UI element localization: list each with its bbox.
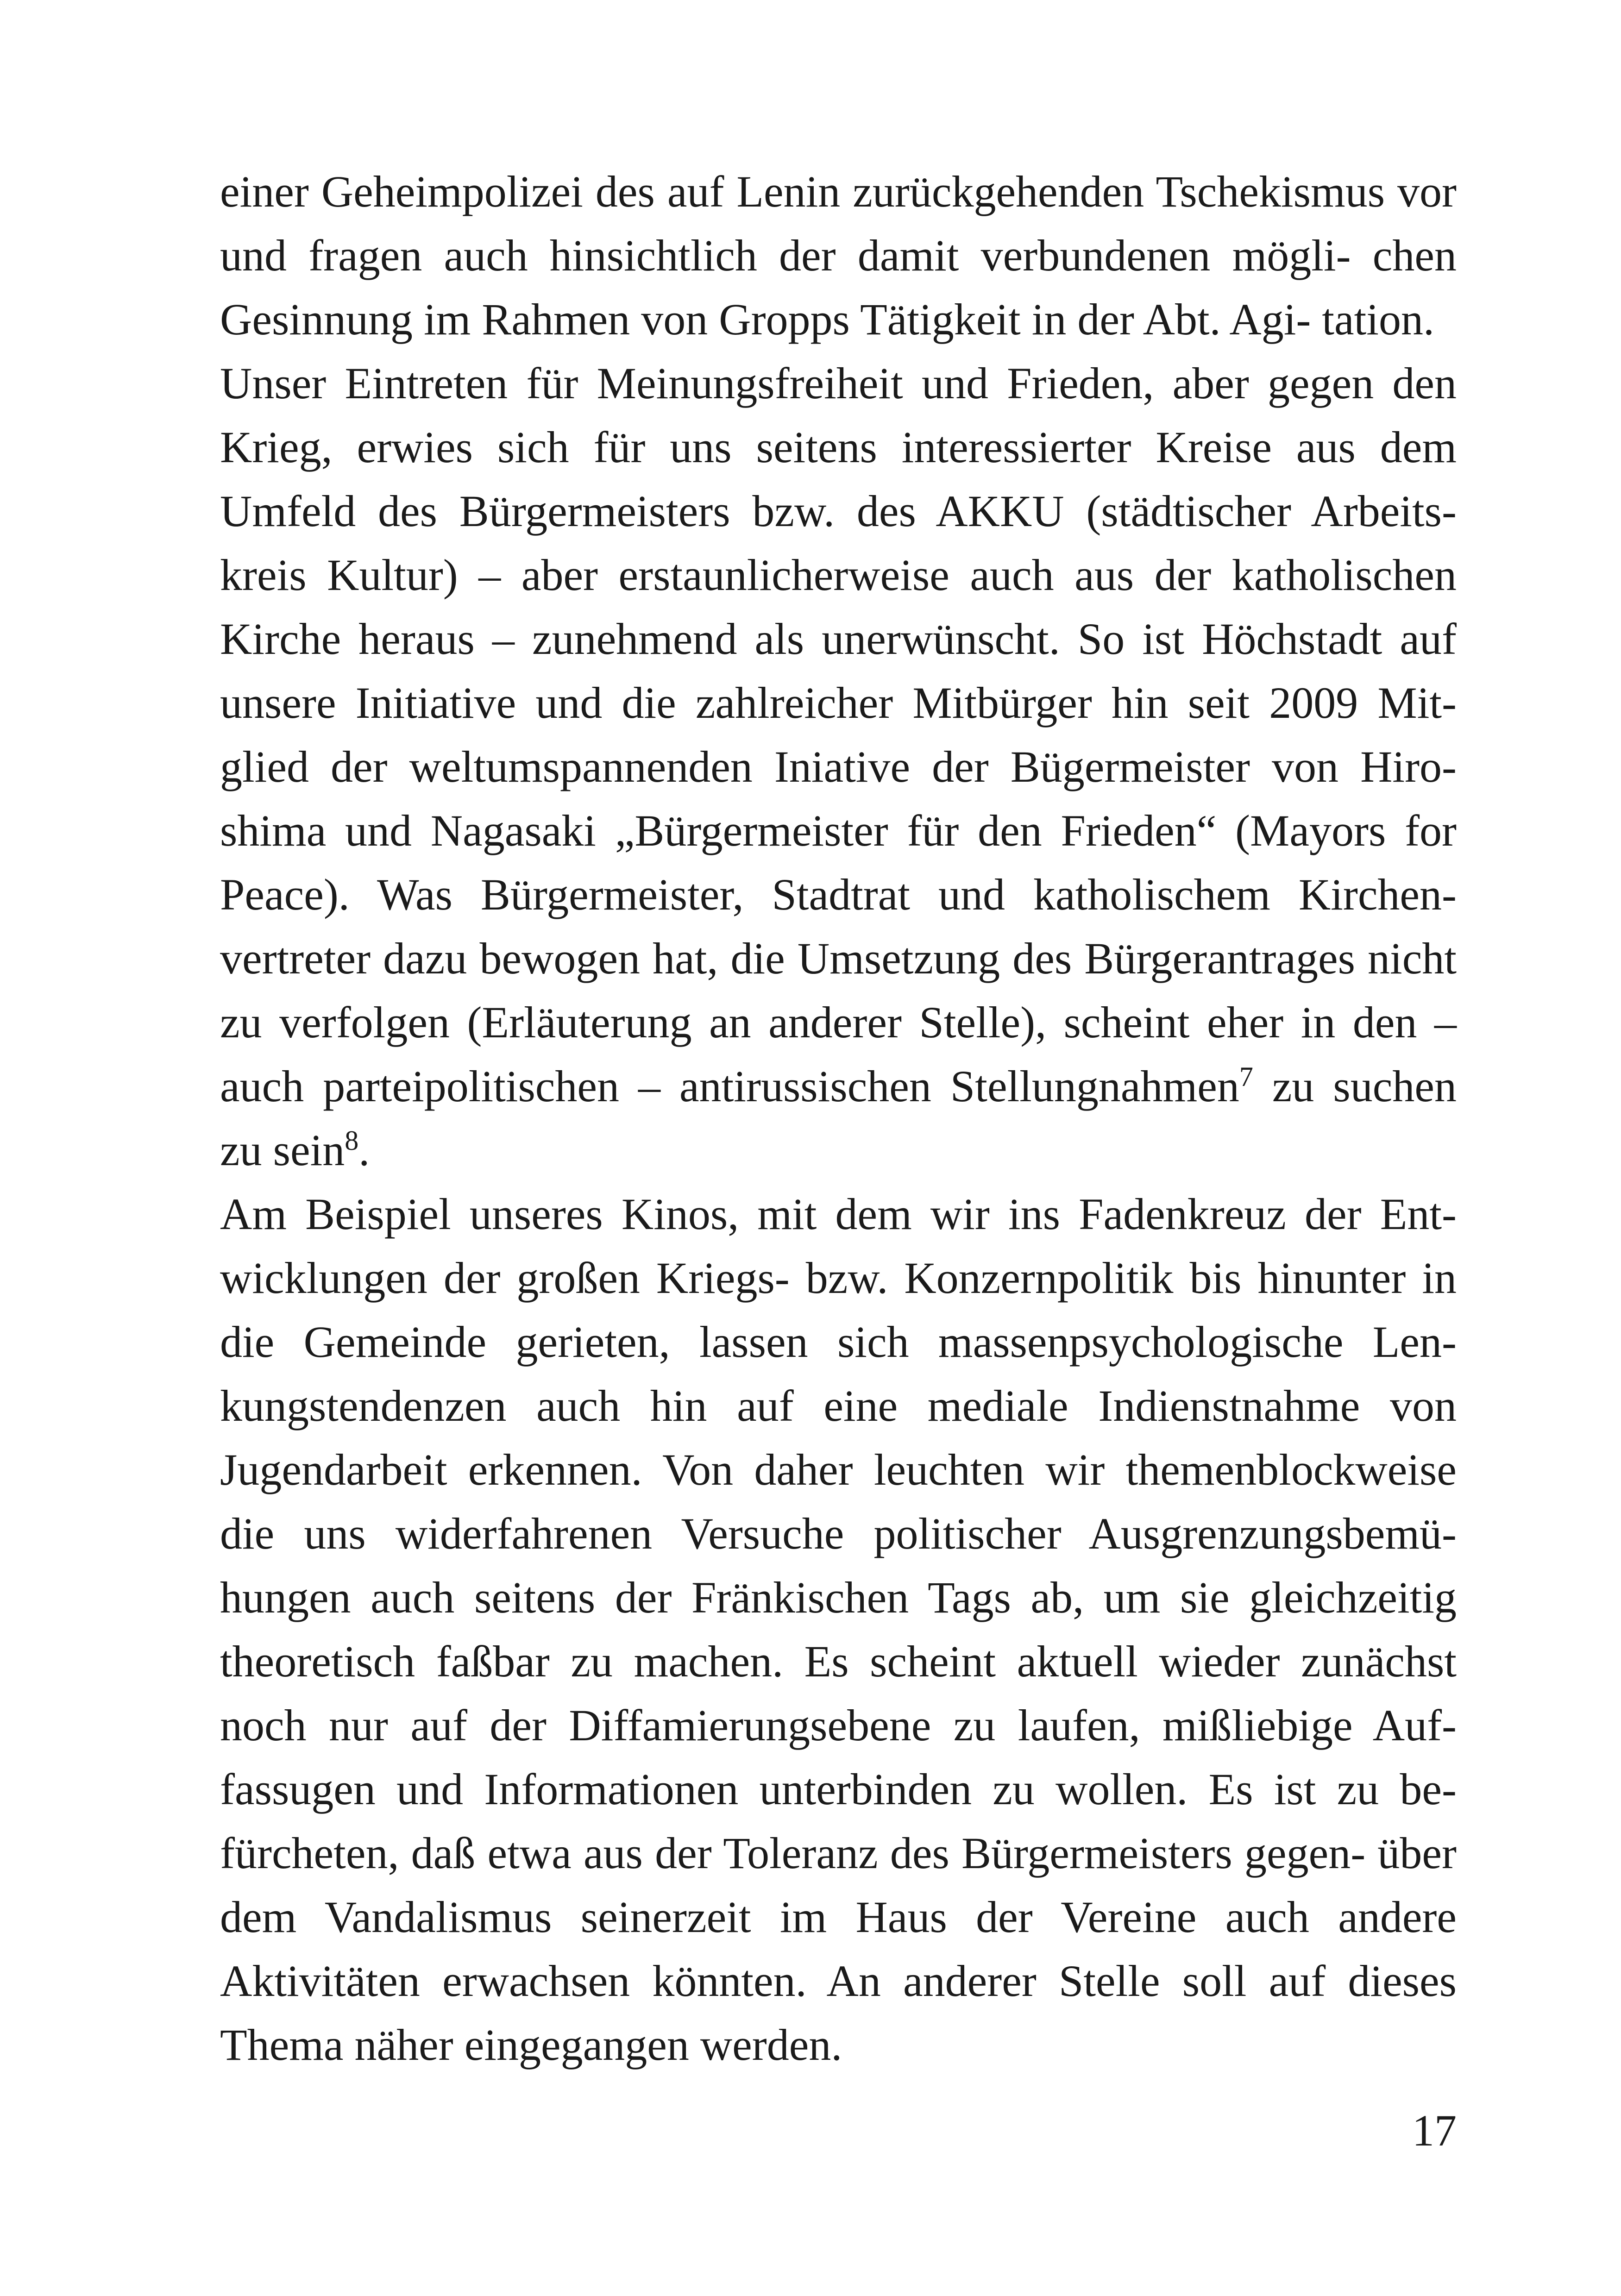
paragraph-1: einer Geheimpolizei des auf Lenin zurückgehenden Tschekismus vor und fragen auch hinsichtlich der damit verbundenen mögli- chen Gesinnung im Rahmen von Gropps Tätigkeit in der Abt. Agi- tation.	[220, 167, 1457, 344]
paragraph-2-text-b: zu suchen zu sein	[220, 1061, 1457, 1175]
page-number: 17	[1412, 2106, 1457, 2155]
paragraph-2	[220, 351, 1457, 1182]
body-text	[220, 160, 1457, 2077]
footnote-marker-8: 8	[345, 1125, 359, 1156]
footnote-marker-7: 7	[1239, 1061, 1253, 1092]
paragraph-3: Am Beispiel unseres Kinos, mit dem wir ins Fadenkreuz der Ent- wicklungen der großen Kriegs- bzw. Konzernpolitik bis hinunter in die Gemeinde gerieten, lassen sich massenpsychologische Len- kungstendenzen auch hin auf eine mediale Indienstnahme von Jugendarbeit erkennen. Von daher leuchten wir themenblockweise die uns widerfahrenen Versuche politischer Ausgrenzungsbemü- hungen auch seitens der Fränkischen Tags ab, um sie gleichzeitig theoretisch faßbar zu machen. Es scheint aktuell wieder zunächst noch nur auf der Diffamierungsebene zu laufen, mißliebige Auf- fassugen und Informationen unterbinden zu wollen. Es ist zu be- fürcheten, daß etwa aus der Toleranz des Bürgermeisters gegen- über dem Vandalismus seinerzeit im Haus der Vereine auch andere Aktivitäten erwachsen könnten. An anderer Stelle soll auf dieses Thema näher eingegangen werden.	[220, 1189, 1457, 2070]
paragraph-2-text-c: .	[358, 1125, 370, 1175]
paragraph-2-text-a: Unser Eintreten für Meinungsfreiheit und Frieden, aber gegen den Krieg, erwies sich für uns seitens interessierter Kreise aus dem Umfeld des Bürgermeisters bzw. des AKKU (städtischer Arbeits- kreis Kultur) – aber erstaunlicherweise auch aus der katholischen Kirche heraus – zunehmend als unerwünscht. So ist Höchstadt auf unsere Initiative und die zahlreicher Mitbürger hin seit 2009 Mit- glied der weltumspannenden Iniative der Bügermeister von Hiro- shima und Nagasaki „Bürgermeister für den Frieden“ (Mayors for Peace). Was Bürgermeister, Stadtrat und katholischem Kirchen- vertreter dazu bewogen hat, die Umsetzung des Bürgerantrages nicht zu verfolgen (Erläuterung an anderer Stelle), scheint eher in den – auch parteipolitischen – antirussischen Stellungnahmen	[220, 358, 1457, 1111]
